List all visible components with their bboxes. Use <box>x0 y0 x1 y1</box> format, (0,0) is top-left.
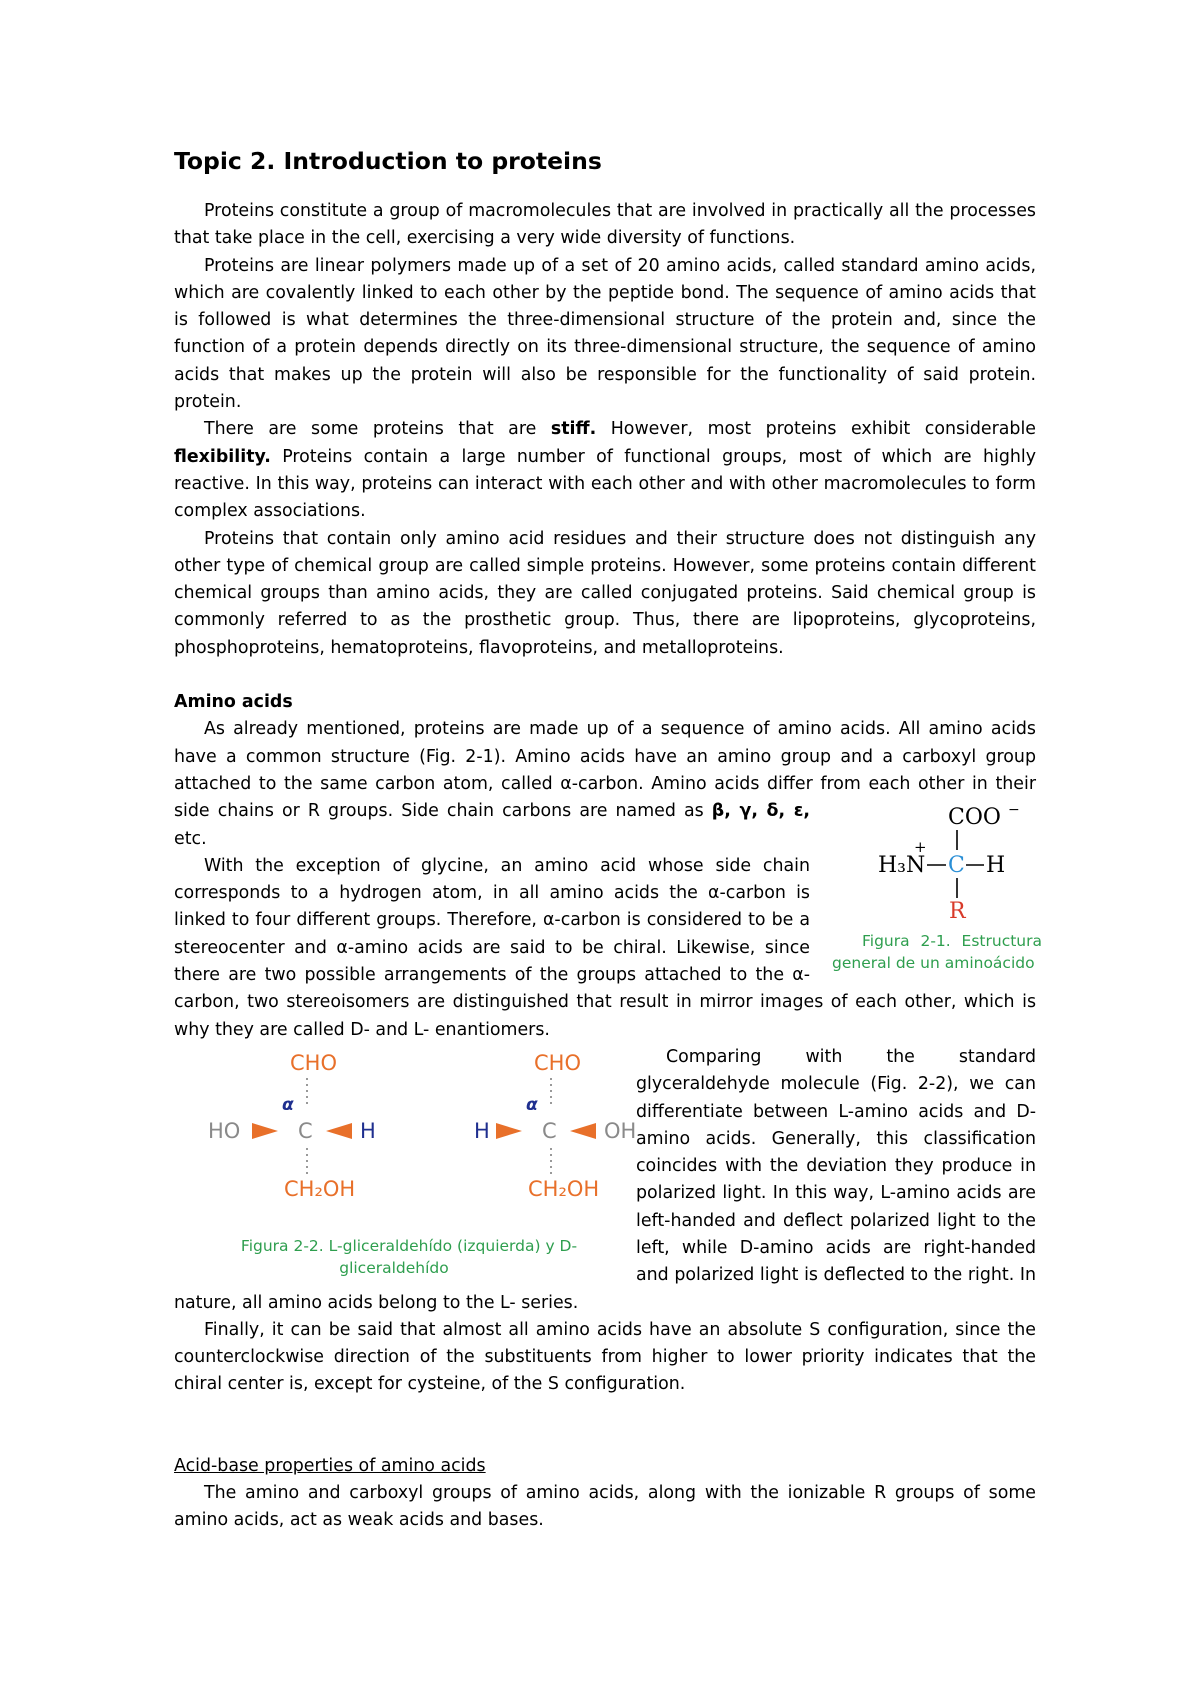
figure-2-1 <box>832 802 1042 973</box>
svg-text:−: − <box>1008 802 1020 819</box>
document-body <box>174 146 1042 1535</box>
intro-paragraph-2: Proteins are linear polymers made up of a set of 20 amino acids, called standard amino acids, which are covalently linked to each other by the peptide bond. The sequence of amino acids that is followed is what determines the three-dimensional structure of the protein and, since the function of a protein depends directly on its three-dimensional structure, the sequence of amino acids that makes up the protein will also be responsible for the functionality of said protein. protein. <box>174 255 1036 413</box>
figure-2-2 <box>174 1050 637 1279</box>
section-heading-amino-acids: Amino acids <box>174 692 293 713</box>
svg-text:+: + <box>914 838 927 857</box>
page-title: Topic 2. Introduction to proteins <box>174 147 602 175</box>
svg-text:CH₂OH: CH₂OH <box>528 1176 600 1201</box>
svg-text:COO: COO <box>948 805 1001 831</box>
svg-text:C: C <box>948 853 965 879</box>
svg-text:CHO: CHO <box>290 1050 337 1075</box>
svg-text:H: H <box>360 1118 376 1143</box>
svg-text:α: α <box>282 1094 294 1115</box>
amino-acids-paragraph-3: CHO α HO C H CH₂OH CHO α H C OH CH₂OH Figura 2-2. L-gliceraldehído (izquierda) y D-gliceraldehído Comparing with the standard glyceraldehyde molecule (Fig. 2-2), we can differentiate between L-amino acids and D-amino acids. Generally, this classification coincides with the deviation they produce in polarized light. In this way, L-amino acids are left-handed and deflect polarized light to the left, while D-amino acids are right-handed and polarized light is deflected to the right. In nature, all amino acids belong to the L- series. <box>174 1046 1036 1313</box>
svg-text:α: α <box>526 1094 538 1115</box>
svg-text:OH: OH <box>604 1118 637 1143</box>
svg-text:CHO: CHO <box>534 1050 581 1075</box>
flexibility-paragraph: There are some proteins that are stiff. However, most proteins exhibit considerable flexibility. Proteins contain a large number of functional groups, most of which are highly reactive. In this way, proteins can interact with each other and with other macromolecules to form complex associations. <box>174 419 1037 522</box>
l-glyceraldehyde <box>208 1051 376 1201</box>
svg-text:CH₂OH: CH₂OH <box>284 1176 356 1201</box>
svg-text:C: C <box>298 1118 313 1143</box>
svg-text:H: H <box>474 1118 490 1143</box>
simple-proteins-paragraph: Proteins that contain only amino acid residues and their structure does not distinguish any other type of chemical group are called simple proteins. However, some proteins contain different chemical groups than amino acids, they are called conjugated proteins. Said chemical group is commonly referred to as the prosthetic group. Thus, there are lipoproteins, glycoproteins, phosphoproteins, hematoproteins, flavoproteins, and metalloproteins. <box>174 528 1036 658</box>
svg-text:C: C <box>542 1118 557 1143</box>
acid-base-paragraph: The amino and carboxyl groups of amino acids, along with the ionizable R groups of some amino acids, act as weak acids and bases. <box>174 1483 1036 1531</box>
svg-text:R: R <box>949 899 966 921</box>
figure-2-2-caption: Figura 2-2. L-gliceraldehído (izquierda) y D-gliceraldehído <box>240 1237 578 1278</box>
intro-paragraph-1: Proteins constitute a group of macromolecules that are involved in practically all the processes that take place in the cell, exercising a very wide diversity of functions. <box>174 201 1036 249</box>
amino-acids-paragraph-4: Finally, it can be said that almost all amino acids have an absolute S configuration, since the counterclockwise direction of the substituents from higher to lower priority indicates that the chiral center is, except for cysteine, of the S configuration. <box>174 1319 1036 1395</box>
section-heading-acid-base: Acid-base properties of amino acids <box>174 1455 486 1476</box>
svg-text:HO: HO <box>208 1118 241 1143</box>
amino-acid-structure <box>862 802 1072 920</box>
amino-acids-paragraph-1: As already mentioned, proteins are made up of a sequence of amino acids. All amino acids have a common structure (Fig. 2-1). Amino acids have an amino group and a carboxyl group attached to the same carbon atom, called α-carbon. Amino acids differ from each other in their side chains or R groups. Side chain carbons are named as COO − + H₃N C H R Figura 2-1. Estructura general de un aminoácido β, γ, δ, ε, etc. <box>174 716 1036 852</box>
figure-2-1-caption: Figura 2-1. Estructura general de un aminoácido <box>832 931 1042 972</box>
amino-acids-paragraph-2: With the exception of glycine, an amino acid whose side chain corresponds to a hydrogen atom, in all amino acids the α-carbon is linked to four different groups. Therefore, α-carbon is considered to be a stereocenter and α-amino acids are said to be chiral. Likewise, since there are two possible arrangements of the groups attached to the α-carbon, two stereoisomers are distinguished that result in mirror images of each other, which is why they are called D- and L- enantiomers. <box>174 855 1036 1040</box>
glyceraldehyde-structures <box>204 1050 644 1220</box>
svg-text:H₃N: H₃N <box>878 853 926 879</box>
d-glyceraldehyde <box>474 1051 636 1201</box>
svg-text:H: H <box>986 853 1006 879</box>
